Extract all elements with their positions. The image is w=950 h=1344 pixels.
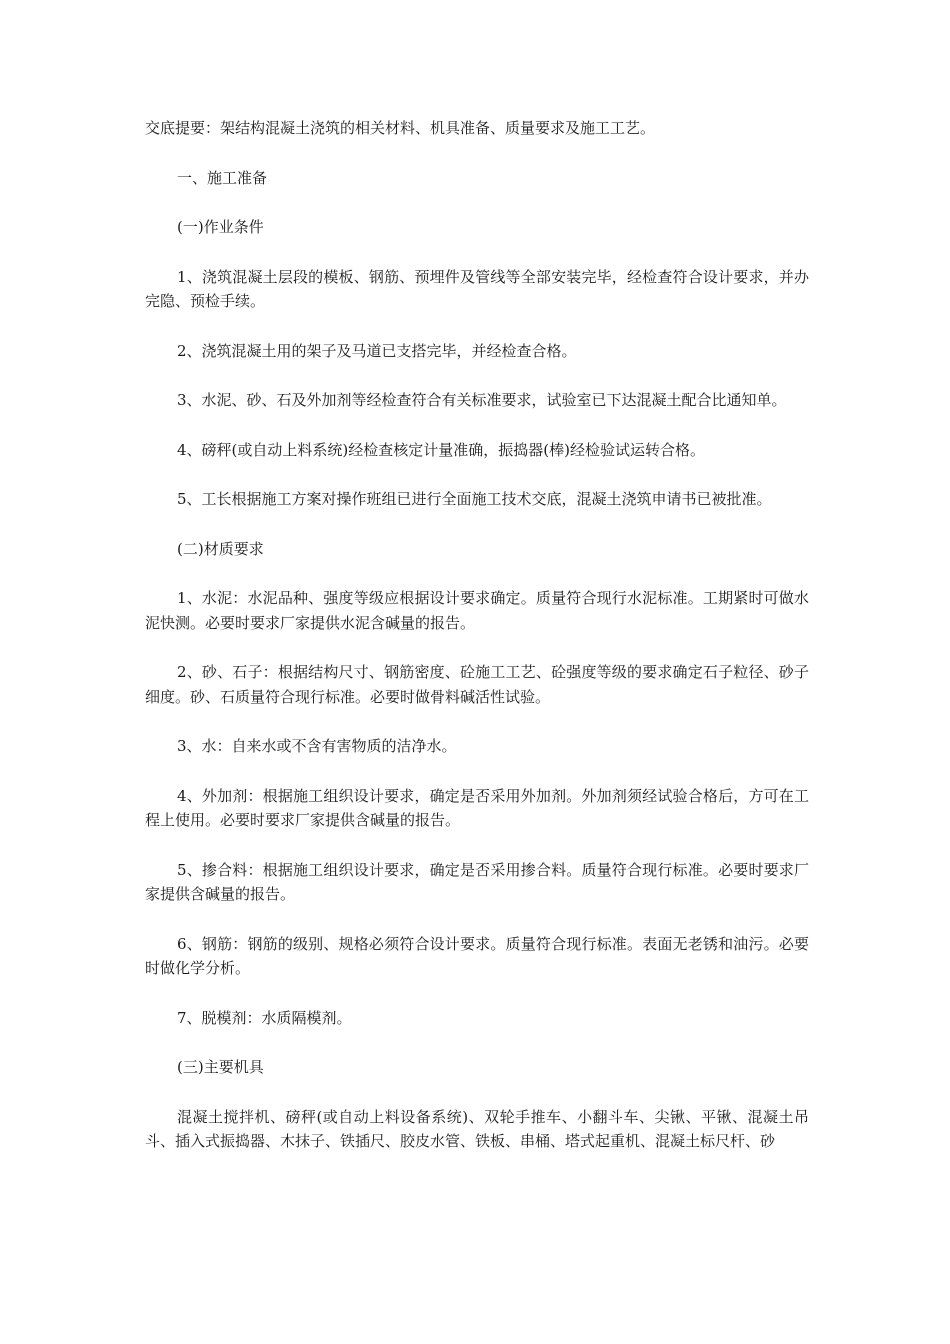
condition-item-1: 1、浇筑混凝土层段的模板、钢筋、预埋件及管线等全部安装完毕，经检查符合设计要求，并办完隐、预检手续。 <box>145 267 809 310</box>
material-item-3: 3、水：自来水或不含有害物质的洁净水。 <box>177 737 457 755</box>
material-item-1: 1、水泥：水泥品种、强度等级应根据设计要求确定。质量符合现行水泥标准。工期紧时可做水泥快测。必要时要求厂家提供水泥含碱量的报告。 <box>145 589 809 632</box>
document-body <box>145 116 809 1154</box>
condition-item-4: 4、磅秤(或自动上料系统)经检查核定计量准确，振捣器(棒)经检验试运转合格。 <box>177 440 705 459</box>
equipment-list-paragraph: 混凝土搅拌机、磅秤(或自动上料设备系统)、双轮手推车、小翻斗车、尖锹、平锹、混凝土吊斗、插入式振捣器、木抹子、铁插尺、胶皮水管、铁板、串桶、塔式起重机、混凝土标尺杆、砂 <box>145 1107 809 1150</box>
condition-item-5: 5、工长根据施工方案对操作班组已进行全面施工技术交底，混凝土浇筑申请书已被批准。 <box>177 490 772 508</box>
material-item-6: 6、钢筋：钢筋的级别、规格必须符合设计要求。质量符合现行标准。表面无老锈和油污。必要时做化学分析。 <box>145 934 809 977</box>
subsection-heading-materials: (二)材质要求 <box>177 539 264 558</box>
material-item-5: 5、掺合料：根据施工组织设计要求，确定是否采用掺合料。质量符合现行标准。必要时要求厂家提供含碱量的报告。 <box>145 860 809 903</box>
subsection-heading-equipment: (三)主要机具 <box>177 1058 264 1076</box>
subsection-heading-work-conditions: (一)作业条件 <box>177 218 264 236</box>
condition-item-2: 2、浇筑混凝土用的架子及马道已支搭完毕，并经检查合格。 <box>177 341 577 360</box>
material-item-2: 2、砂、石子：根据结构尺寸、钢筋密度、砼施工工艺、砼强度等级的要求确定石子粒径、砂子细度。砂、石质量符合现行标准。必要时做骨料碱活性试验。 <box>145 663 809 706</box>
condition-item-3: 3、水泥、砂、石及外加剂等经检查符合有关标准要求，试验室已下达混凝土配合比通知单。 <box>177 391 787 409</box>
summary-paragraph: 交底提要：架结构混凝土浇筑的相关材料、机具准备、质量要求及施工工艺。 <box>145 119 656 137</box>
material-item-7: 7、脱模剂：水质隔模剂。 <box>177 1008 352 1027</box>
material-item-4: 4、外加剂：根据施工组织设计要求，确定是否采用外加剂。外加剂须经试验合格后，方可在工程上使用。必要时要求厂家提供含碱量的报告。 <box>145 786 809 829</box>
section-heading-preparation: 一、施工准备 <box>177 168 268 187</box>
